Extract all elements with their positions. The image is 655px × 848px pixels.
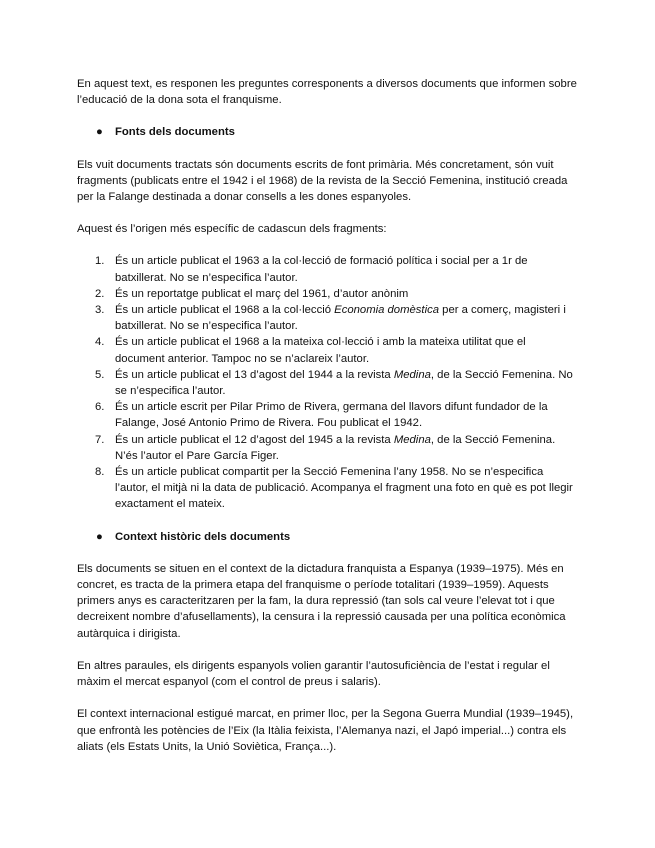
context-paragraph-3: El context internacional estigué marcat, en primer lloc, per la Segona Guerra Mundial (1939–1945), que enfrontà les potències de l’Eix (la Itàlia feixista, l’Alemanya nazi, el Japó imperial...) contra els aliats (els Estats Units, la Unió Soviètica, França...). bbox=[77, 708, 574, 753]
list-number: 3. bbox=[95, 304, 105, 317]
list-number: 8. bbox=[95, 466, 105, 479]
italic-title: Medina bbox=[393, 368, 431, 381]
context-paragraph-1: Els documents se situen en el context de la dictadura franquista a Espanya (1939–1975). Més en concret, es tracta de la primera etapa del franquisme o període totalitari (1939–1959). Aquests primers anys es caracteritzaren per la fam, la dura repressió (tan sols cal veure l’elevat tot i que decreixent nombre d’afusellaments), la censura i la repressió causada per una política econòmica autàrquica i dirigista. bbox=[77, 562, 566, 640]
document-page bbox=[77, 76, 577, 771]
section-heading-context bbox=[77, 529, 577, 545]
bullet-icon: ● bbox=[96, 126, 103, 139]
list-item-text-pre: És un article publicat el 13 d’agost del 1944 a la revista bbox=[115, 368, 394, 381]
list-item bbox=[77, 253, 577, 285]
heading-text: Context històric dels documents bbox=[115, 530, 291, 543]
list-item bbox=[77, 302, 577, 334]
list-number: 2. bbox=[95, 287, 105, 300]
list-item-text: És un article escrit per Pilar Primo de Rivera, germana del llavors difunt fundador de la Falange, José Antonio Primo de Rivera. Fou publicat el 1942. bbox=[115, 401, 548, 430]
italic-title: Economia domèstica bbox=[334, 304, 440, 317]
list-number: 5. bbox=[95, 368, 105, 381]
list-item bbox=[77, 464, 577, 513]
list-item-text: És un article publicat compartit per la Secció Femenina l’any 1958. No se n’especifica l’autor, el mitjà ni la data de publicació. Acompanya el fragment una foto en què es pot llegir exactament el mateix. bbox=[115, 466, 573, 511]
list-item-text-pre: És un article publicat el 12 d’agost del 1945 a la revista bbox=[115, 433, 394, 446]
list-item-text-post: , de la Secció Femenina. No se n’especifica l’autor. bbox=[115, 368, 573, 398]
list-number: 7. bbox=[95, 433, 105, 446]
list-item-text-pre: És un article publicat el 1968 a la col·lecció bbox=[115, 304, 335, 317]
sources-paragraph: Els vuit documents tractats són documents escrits de font primària. Més concretament, són vuit fragments (publicats entre el 1942 i el 1968) de la revista de la Secció Femenina, institució creada per la Falange destinada a donar consells a les dones espanyoles. bbox=[77, 158, 568, 204]
list-number: 6. bbox=[95, 401, 105, 414]
sources-origin-paragraph: Aquest és l’origen més específic de cadascun dels fragments: bbox=[77, 223, 387, 236]
list-item-text: És un article publicat el 1963 a la col·lecció de formació política i social per a 1r de batxillerat. No se n’especifica l’autor. bbox=[115, 255, 528, 284]
intro-paragraph: En aquest text, es responen les preguntes corresponents a diversos documents que informen sobre l’educació de la dona sota el franquisme. bbox=[77, 78, 577, 107]
heading-text: Fonts dels documents bbox=[115, 126, 235, 139]
list-item bbox=[77, 367, 577, 399]
list-item bbox=[77, 286, 577, 302]
bullet-icon: ● bbox=[96, 530, 103, 543]
list-item bbox=[77, 432, 577, 464]
list-item bbox=[77, 334, 577, 366]
list-item-text-post: , de la Secció Femenina. N’és l’autor el Pare García Figer. bbox=[115, 433, 556, 462]
context-paragraph-2: En altres paraules, els dirigents espanyols volien garantir l’autosuficiència de l’estat i regular el màxim el mercat espanyol (com el control de preus i salaris). bbox=[77, 659, 550, 689]
list-item-text: És un reportatge publicat el març del 1961, d’autor anònim bbox=[115, 287, 409, 300]
sources-list bbox=[77, 253, 577, 512]
list-number: 4. bbox=[95, 336, 105, 349]
list-number: 1. bbox=[95, 255, 105, 268]
section-heading-sources bbox=[77, 124, 577, 140]
list-item-text-post: per a comerç, magisteri i batxillerat. No se n’especifica l’autor. bbox=[115, 304, 566, 333]
italic-title: Medina bbox=[393, 433, 431, 446]
list-item bbox=[77, 399, 577, 431]
list-item-text: És un article publicat el 1968 a la mateixa col·lecció i amb la mateixa utilitat que el document anterior. Tampoc no se n’aclareix l’autor. bbox=[115, 336, 526, 365]
